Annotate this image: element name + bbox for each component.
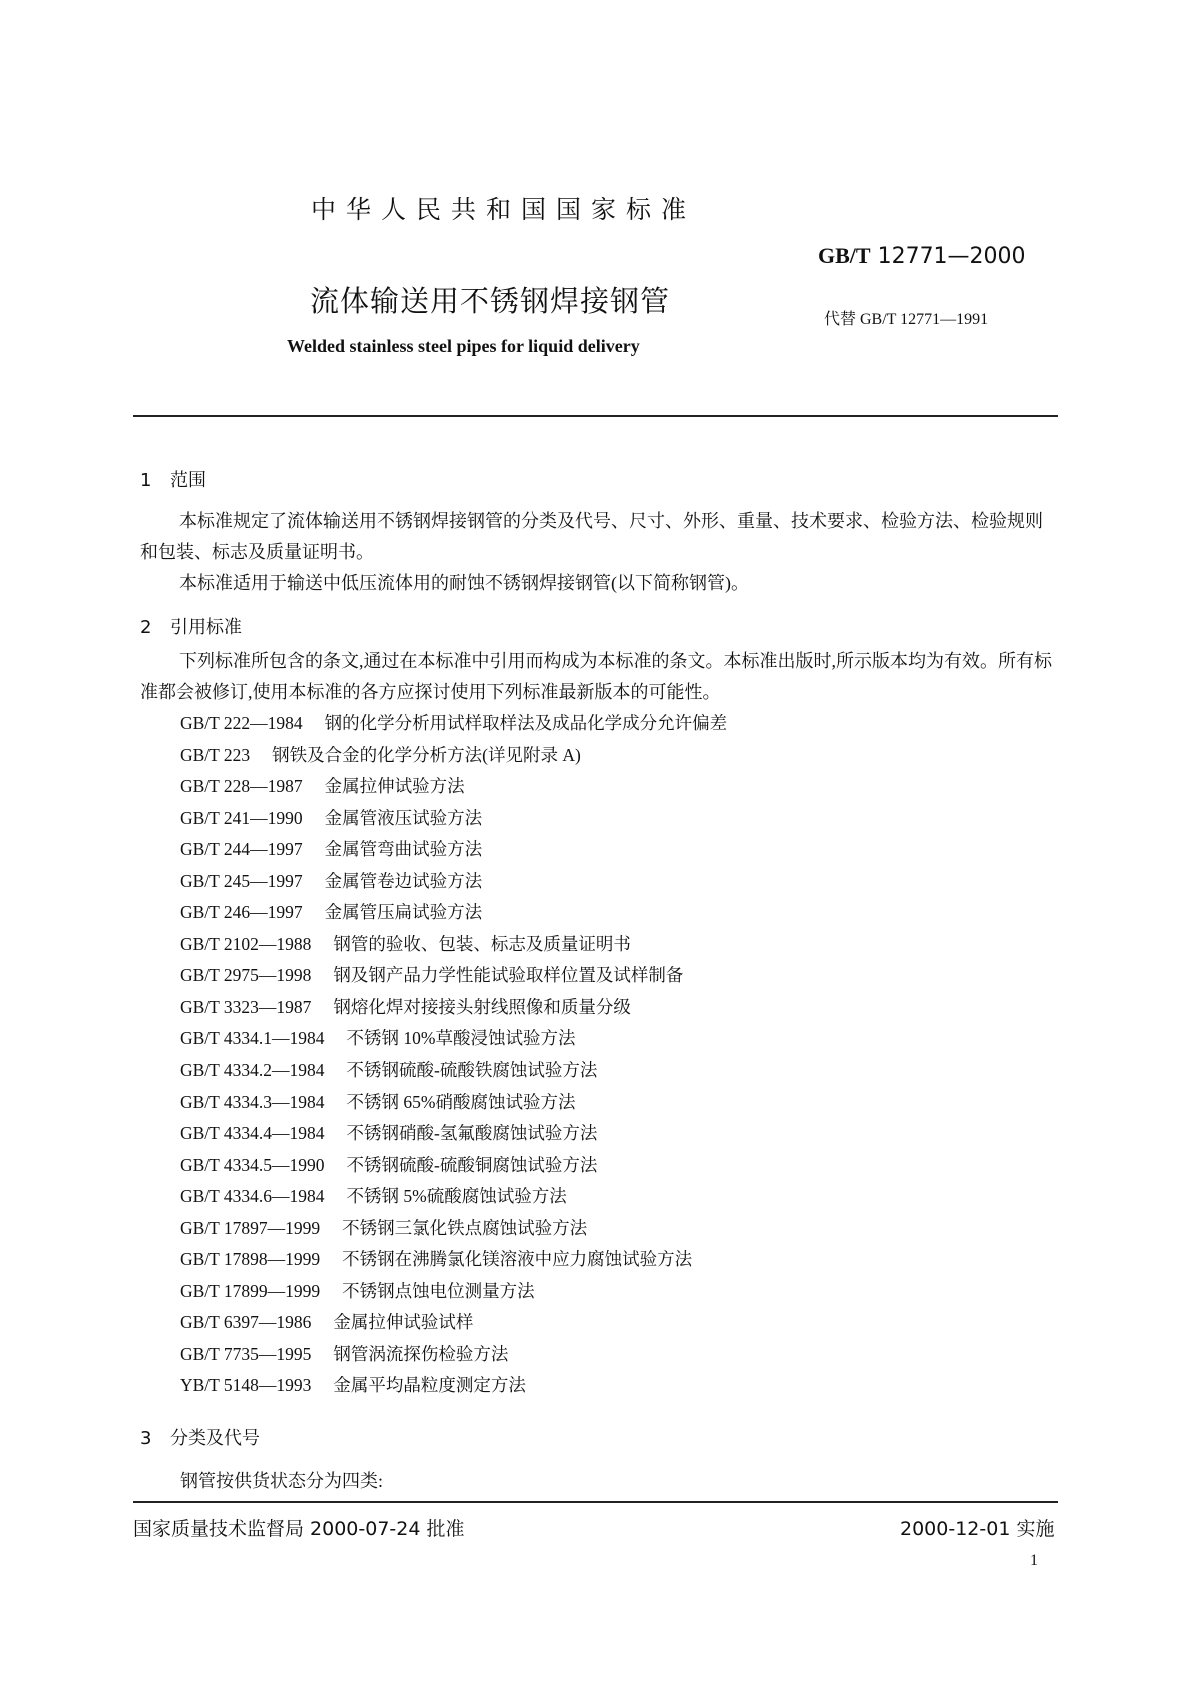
reference-code: GB/T 222—1984	[180, 713, 303, 733]
reference-code: GB/T 228—1987	[180, 776, 303, 797]
header-divider	[133, 415, 1058, 417]
reference-code: GB/T 244—1997	[180, 839, 303, 860]
reference-title: 钢管涡流探伤检验方法	[333, 1343, 509, 1364]
reference-title: 不锈钢硝酸-氢氟酸腐蚀试验方法	[346, 1123, 598, 1144]
reference-item	[180, 1118, 727, 1150]
reference-code: GB/T 4334.4—1984	[180, 1123, 325, 1144]
reference-code: YB/T 5148—1993	[180, 1375, 312, 1396]
standard-code-prefix: GB/T	[818, 243, 871, 268]
standard-code	[818, 243, 1026, 269]
section-1-paragraph-2: 本标准适用于输送中低压流体用的耐蚀不锈钢焊接钢管(以下简称钢管)。	[179, 573, 749, 593]
reference-title: 金属拉伸试验试样	[333, 1312, 474, 1333]
reference-code: GB/T 17898—1999	[180, 1249, 321, 1270]
reference-item	[180, 708, 727, 740]
section-3-text: 钢管按供货状态分为四类:	[180, 1471, 383, 1491]
section-1-title: 范围	[170, 470, 206, 491]
reference-code: GB/T 246—1997	[180, 902, 303, 923]
reference-code: GB/T 241—1990	[180, 807, 303, 828]
reference-item	[180, 834, 727, 866]
reference-item	[180, 897, 727, 929]
effective-date: 2000-12-01 实施	[900, 1518, 1055, 1540]
reference-item	[180, 1023, 727, 1055]
reference-list	[180, 708, 727, 1402]
section-3-heading	[140, 1424, 260, 1450]
reference-title: 金属拉伸试验方法	[324, 776, 465, 797]
reference-item	[180, 1307, 727, 1339]
page-number: 1	[1030, 1552, 1038, 1569]
section-2-intro: 下列标准所包含的条文,通过在本标准中引用而构成为本标准的条文。本标准出版时,所示版本均为有效。所有标准都会被修订,使用本标准的各方应探讨使用下列标准最新版本的可能性。	[140, 651, 1052, 702]
section-1-number: 1	[140, 470, 152, 491]
reference-item	[180, 1370, 727, 1402]
section-2-heading	[140, 613, 242, 639]
reference-title: 不锈钢三氯化铁点腐蚀试验方法	[342, 1217, 588, 1238]
section-1-heading	[140, 466, 206, 492]
footer-divider	[133, 1501, 1058, 1503]
reference-item	[180, 1244, 727, 1276]
section-1-paragraph-1: 本标准规定了流体输送用不锈钢焊接钢管的分类及代号、尺寸、外形、重量、技术要求、检验方法、检验规则和包装、标志及质量证明书。	[140, 511, 1043, 562]
reference-title: 不锈钢点蚀电位测量方法	[342, 1280, 535, 1301]
reference-code: GB/T 17899—1999	[180, 1280, 321, 1301]
reference-code: GB/T 4334.6—1984	[180, 1186, 325, 1207]
reference-item	[180, 1213, 727, 1245]
reference-code: GB/T 4334.5—1990	[180, 1154, 325, 1175]
reference-item	[180, 929, 727, 961]
reference-code: GB/T 17897—1999	[180, 1217, 321, 1238]
reference-title: 金属平均晶粒度测定方法	[333, 1375, 526, 1396]
reference-title: 金属管压扁试验方法	[324, 902, 483, 923]
reference-code: GB/T 4334.1—1984	[180, 1028, 325, 1049]
section-3-title: 分类及代号	[170, 1428, 260, 1449]
reference-item	[180, 960, 727, 992]
approval-date: 国家质量技术监督局 2000-07-24 批准	[133, 1518, 465, 1540]
reference-item	[180, 1055, 727, 1087]
reference-code: GB/T 223	[180, 744, 251, 765]
reference-item	[180, 866, 727, 898]
section-2-number: 2	[140, 617, 152, 638]
reference-item	[180, 1276, 727, 1308]
reference-title: 不锈钢在沸腾氯化镁溶液中应力腐蚀试验方法	[342, 1249, 693, 1270]
reference-code: GB/T 4334.3—1984	[180, 1091, 325, 1112]
reference-code: GB/T 6397—1986	[180, 1312, 312, 1333]
reference-title: 金属管卷边试验方法	[324, 870, 483, 891]
reference-title: 不锈钢 10%草酸浸蚀试验方法	[346, 1028, 576, 1049]
reference-code: GB/T 245—1997	[180, 870, 303, 891]
reference-code: GB/T 2102—1988	[180, 933, 312, 954]
reference-item	[180, 1339, 727, 1371]
reference-item	[180, 803, 727, 835]
reference-item	[180, 1181, 727, 1213]
reference-item	[180, 771, 727, 803]
reference-title: 钢熔化焊对接接头射线照像和质量分级	[333, 996, 631, 1017]
section-3-number: 3	[140, 1428, 152, 1449]
reference-title: 不锈钢 65%硝酸腐蚀试验方法	[346, 1091, 576, 1112]
document-title-en: Welded stainless steel pipes for liquid delivery	[287, 336, 640, 356]
reference-title: 钢及钢产品力学性能试验取样位置及试样制备	[333, 965, 684, 986]
reference-item	[180, 740, 727, 772]
reference-code: GB/T 2975—1998	[180, 965, 312, 986]
replaces-note: 代替 GB/T 12771—1991	[824, 311, 989, 328]
reference-title: 钢管的验收、包装、标志及质量证明书	[333, 933, 631, 954]
reference-title: 钢铁及合金的化学分析方法(详见附录 A)	[272, 744, 581, 765]
reference-code: GB/T 3323—1987	[180, 996, 312, 1017]
reference-title: 不锈钢硫酸-硫酸铜腐蚀试验方法	[346, 1154, 598, 1175]
reference-title: 钢的化学分析用试样取样法及成品化学成分允许偏差	[324, 713, 728, 733]
reference-item	[180, 992, 727, 1024]
reference-code: GB/T 4334.2—1984	[180, 1060, 325, 1081]
reference-title: 金属管弯曲试验方法	[324, 839, 483, 860]
reference-item	[180, 1087, 727, 1119]
national-standard-heading: 中华人民共和国国家标准	[311, 195, 697, 224]
standard-code-number: 12771—2000	[870, 244, 1026, 269]
reference-title: 不锈钢硫酸-硫酸铁腐蚀试验方法	[346, 1060, 598, 1081]
section-2-title: 引用标准	[170, 617, 242, 638]
reference-title: 金属管液压试验方法	[324, 807, 483, 828]
reference-code: GB/T 7735—1995	[180, 1343, 312, 1364]
reference-item	[180, 1150, 727, 1182]
reference-title: 不锈钢 5%硫酸腐蚀试验方法	[346, 1186, 567, 1207]
document-title-cn: 流体输送用不锈钢焊接钢管	[310, 284, 671, 318]
